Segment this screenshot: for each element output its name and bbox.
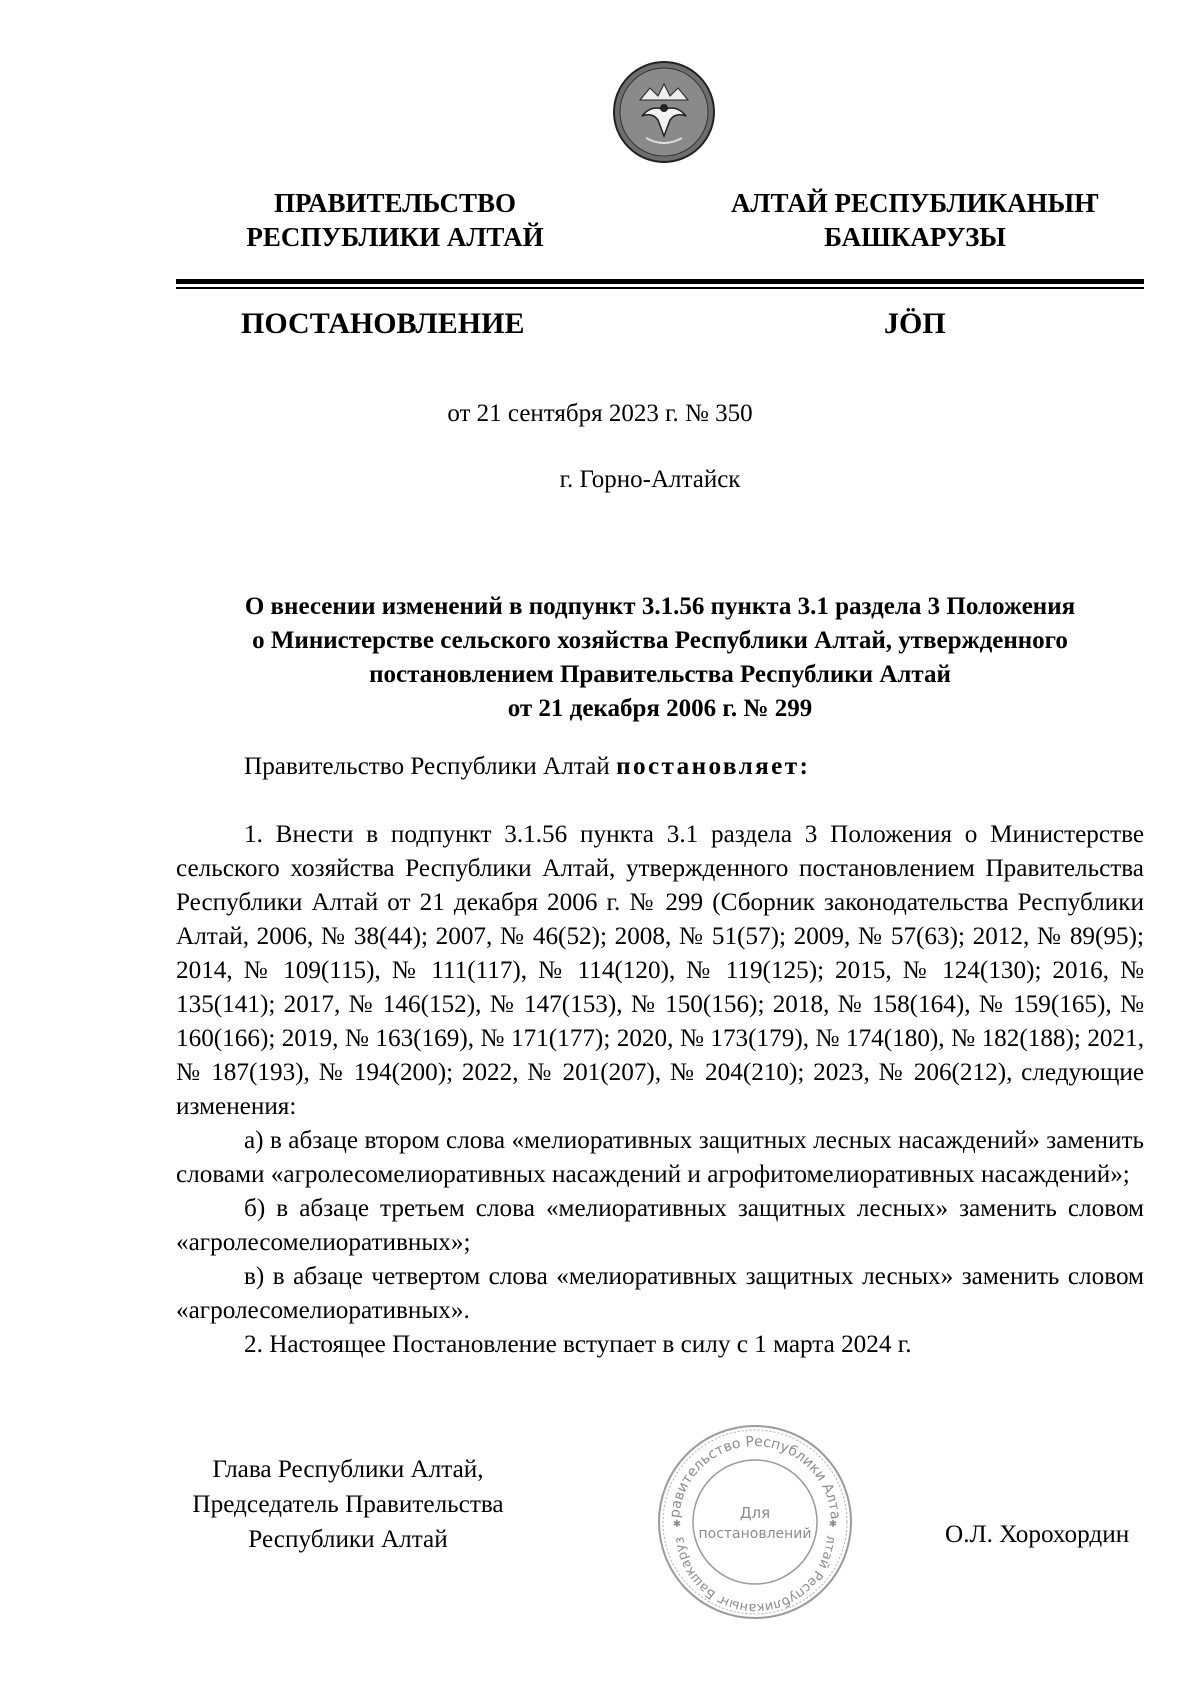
header-right-line1: АЛТАЙ РЕСПУБЛИКАНЫҤ: [730, 188, 1100, 218]
official-seal-stamp: [655, 1422, 855, 1622]
title-line2: о Министерстве сельского хозяйства Республики Алтай, утвержденного: [252, 627, 1068, 654]
header-left-line1: ПРАВИТЕЛЬСТВО: [273, 188, 517, 218]
decree-prefix: Правительство Республики Алтай: [244, 753, 617, 780]
item-1b: б) в абзаце третьем слова «мелиоративных защитных лесных» заменить словом «агролесомелиоративных»;: [176, 1195, 1144, 1256]
emblem-icon: [612, 60, 716, 164]
doc-type-russian: ПОСТАНОВЛЕНИЕ: [241, 307, 525, 340]
seal-center-line2: постановлений: [698, 1526, 812, 1542]
seal-star-left: ✱: [672, 1519, 682, 1530]
header-left-line2: РЕСПУБЛИКИ АЛТАЙ: [246, 222, 544, 252]
doc-type-altai: JӦП: [884, 307, 946, 340]
title-line4: от 21 декабря 2006 г. № 299: [507, 695, 813, 722]
signatory-name: О.Л. Хорохордин: [945, 1521, 1130, 1548]
position-line1: Глава Республики Алтай,: [212, 1456, 484, 1483]
document-title: [176, 590, 1144, 726]
place: г. Горно-Алтайск: [559, 466, 741, 493]
header-right-authority: [720, 186, 1110, 254]
header-divider-thick: [176, 279, 1144, 284]
decree-statement: [176, 750, 1144, 784]
item-1: 1. Внести в подпункт 3.1.56 пункта 3.1 раздела 3 Положения о Министерстве сельского хозяйства Республики Алтай, утвержденного постановлением Правительства Республики Алтай от 21 декабря 2006 г. № 299 (Сборник законодательства Республики Алтай, 2006, № 38(44); 2007, № 46(52); 2008, № 51(57); 2009, № 57(63); 2012, № 89(95); 2014, № 109(115), № 111(117), № 114(120), № 119(125); 2015, № 124(130); 2016, № 135(141); 2017, № 146(152), № 147(153), № 150(156); 2018, № 158(164), № 159(165), № 160(166); 2019, № 163(169), № 171(177); 2020, № 173(179), № 174(180), № 182(188); 2021, № 187(193), № 194(200); 2022, № 201(207), № 204(210); 2023, № 206(212), следующие изменения:: [176, 821, 1144, 1120]
item-1c: в) в абзаце четвертом слова «мелиоративных защитных лесных» заменить словом «агролесомелиоративных».: [176, 1263, 1144, 1324]
title-line3: постановлением Правительства Республики Алтай: [369, 661, 951, 688]
seal-icon: [655, 1422, 855, 1622]
seal-ring-top: равительство Республики Алта: [667, 1433, 844, 1521]
item-1a: а) в абзаце втором слова «мелиоративных защитных лесных насаждений» заменить словами «агролесомелиоративных насаждений и агрофитомелиоративных насаждений»;: [176, 1127, 1144, 1188]
position-line2: Председатель Правительства: [192, 1491, 504, 1518]
decree-word: постановляет:: [616, 753, 811, 780]
item-2: 2. Настоящее Постановление вступает в силу с 1 марта 2024 г.: [244, 1331, 912, 1358]
seal-star-right: ✱: [828, 1519, 838, 1530]
position-line3: Республики Алтай: [248, 1526, 448, 1553]
seal-ring-bottom: лтай Республиканыҥ Башкаруз: [672, 1534, 838, 1616]
title-line1: О внесении изменений в подпункт 3.1.56 пункта 3.1 раздела 3 Положения: [244, 593, 1076, 620]
header-right-line2: БАШКАРУЗЫ: [824, 222, 1006, 252]
header-divider-thin: [176, 287, 1144, 289]
document-body: [176, 750, 1144, 1362]
signatory-position: [176, 1452, 520, 1557]
header-left-authority: [230, 186, 560, 254]
seal-center-line1: Для: [739, 1504, 771, 1522]
date-number: от 21 сентября 2023 г. № 350: [447, 400, 753, 427]
coat-of-arms-emblem: [612, 60, 716, 164]
